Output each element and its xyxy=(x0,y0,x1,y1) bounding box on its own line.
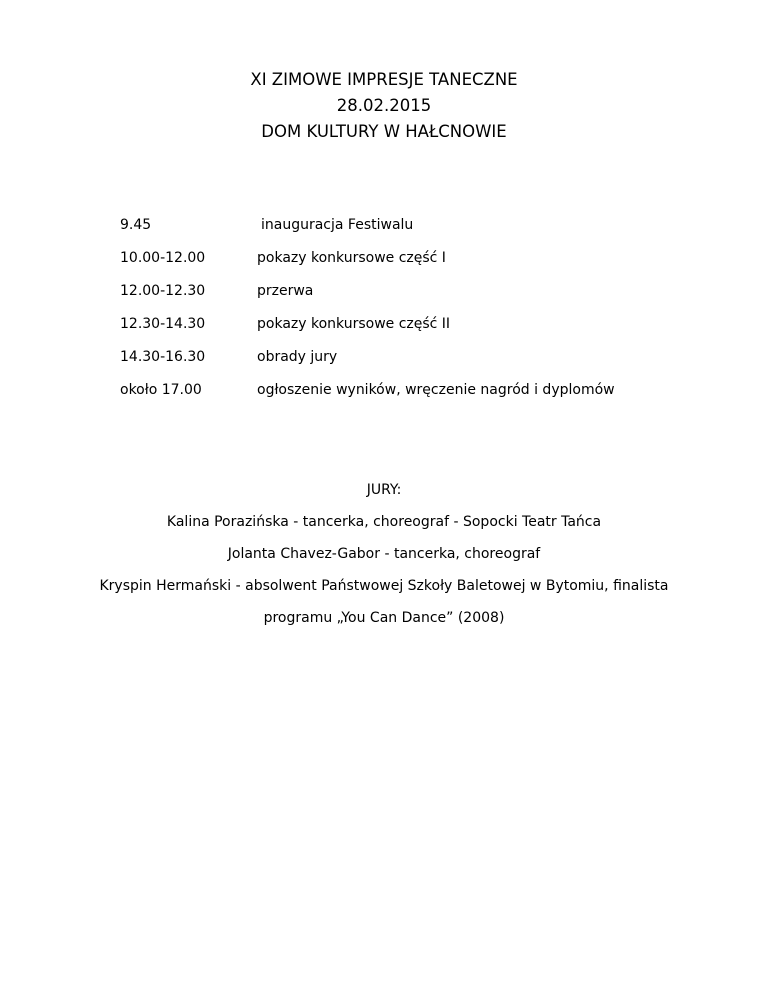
schedule-time: 9.45 xyxy=(120,217,152,233)
schedule-event: obrady jury xyxy=(257,349,338,365)
jury-member-description: - tancerka, choreograf - Sopocki Teatr Tańca xyxy=(288,514,602,530)
schedule-row xyxy=(120,315,720,348)
jury-member-continuation: programu „You Can Dance” (2008) xyxy=(263,610,505,626)
jury-section xyxy=(0,481,768,641)
jury-member xyxy=(0,577,768,595)
jury-member xyxy=(0,545,768,563)
jury-member-name: Kalina Porazińska xyxy=(166,514,289,530)
event-date: 28.02.2015 xyxy=(336,96,432,115)
jury-heading xyxy=(0,481,768,499)
jury-member-name: Kryspin Hermański xyxy=(99,578,232,594)
schedule-time: około 17.00 xyxy=(120,382,202,398)
jury-member-name: Jolanta Chavez-Gabor xyxy=(227,546,380,562)
schedule-row xyxy=(120,348,720,381)
schedule-event: pokazy konkursowe część I xyxy=(257,250,446,266)
schedule-table xyxy=(120,216,720,414)
jury-member-description: - tancerka, choreograf xyxy=(380,546,541,562)
schedule-time: 14.30-16.30 xyxy=(120,349,206,365)
jury-member xyxy=(0,513,768,531)
jury-title-colon: : xyxy=(396,482,402,498)
schedule-time: 10.00-12.00 xyxy=(120,250,206,266)
schedule-time: 12.00-12.30 xyxy=(120,283,206,299)
schedule-event: inauguracja Festiwalu xyxy=(261,217,414,233)
schedule-event: przerwa xyxy=(257,283,314,299)
schedule-row xyxy=(120,249,720,282)
jury-member-description: - absolwent Państwowej Szkoły Baletowej w Bytomiu, finalista xyxy=(231,578,669,594)
schedule-event: ogłoszenie wyników, wręczenie nagród i dyplomów xyxy=(257,382,615,398)
schedule-row xyxy=(120,381,720,414)
event-title: XI ZIMOWE IMPRESJE TANECZNE xyxy=(250,70,518,89)
schedule-event: pokazy konkursowe część II xyxy=(257,316,451,332)
schedule-row xyxy=(120,216,720,249)
jury-title: JURY xyxy=(366,482,397,498)
schedule-row xyxy=(120,282,720,315)
event-header xyxy=(0,67,768,145)
schedule-time: 12.30-14.30 xyxy=(120,316,206,332)
event-venue: DOM KULTURY W HAŁCNOWIE xyxy=(261,122,507,141)
